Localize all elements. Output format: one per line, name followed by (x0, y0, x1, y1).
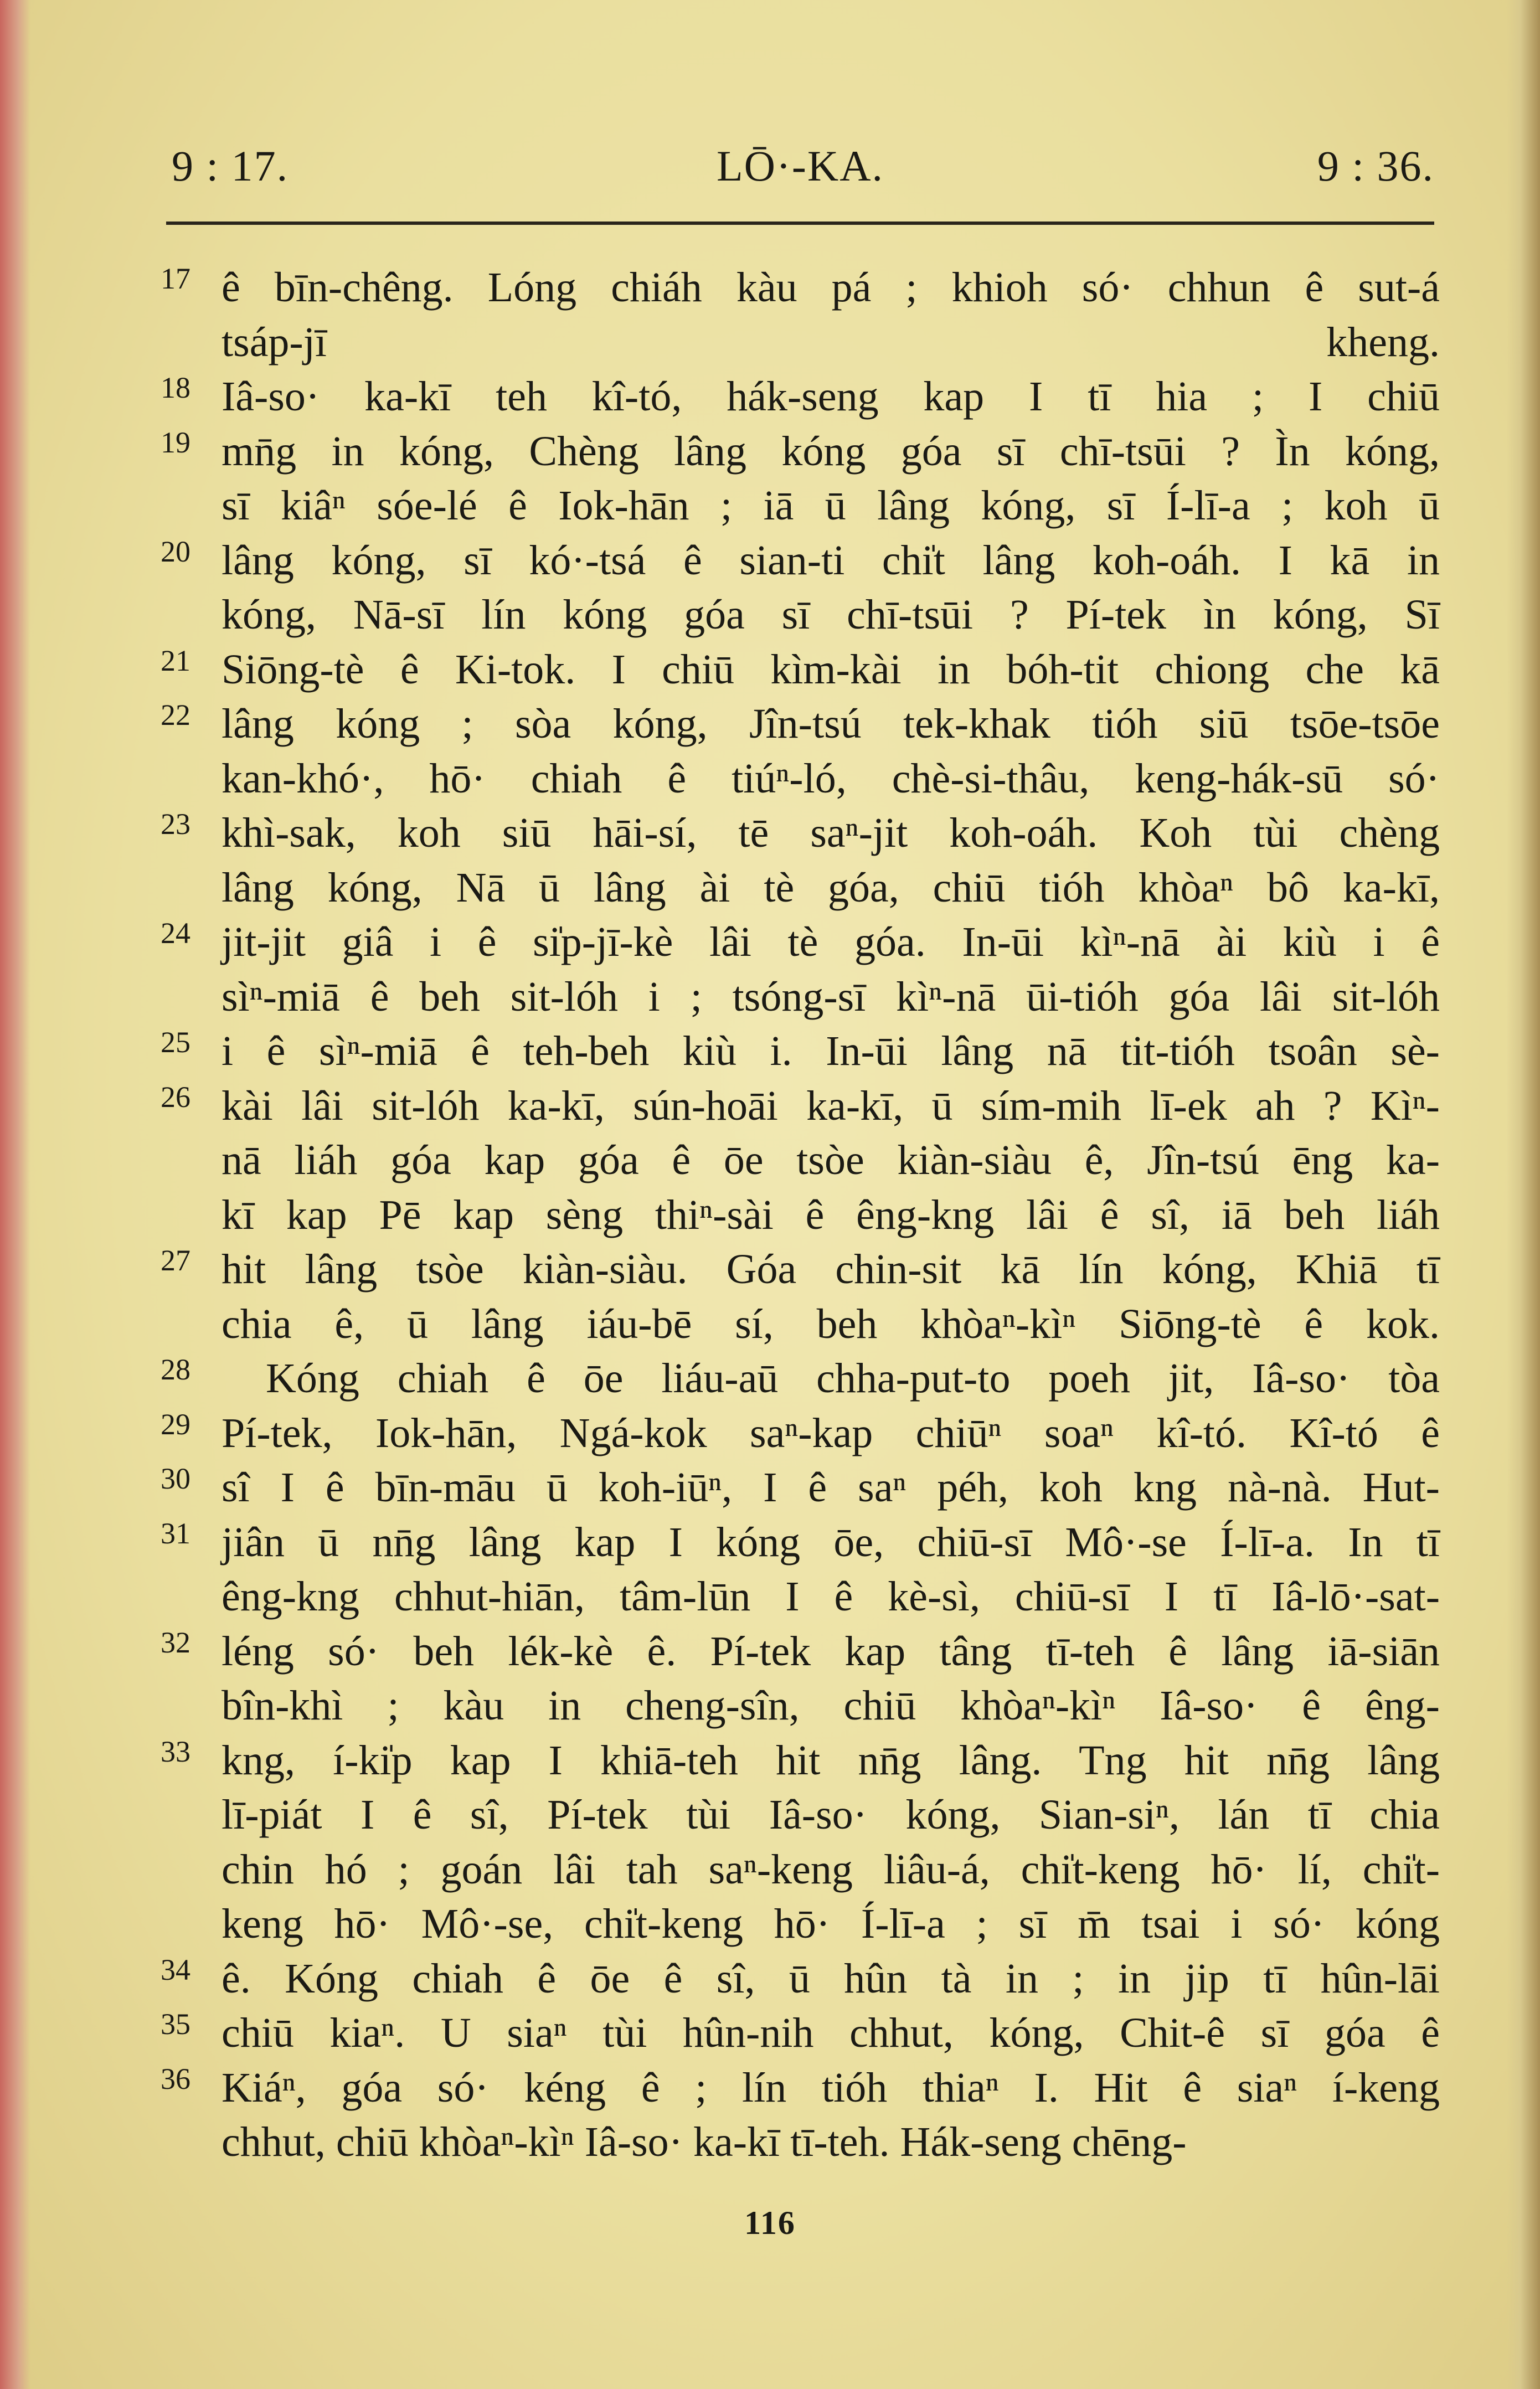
header-rule (166, 222, 1434, 225)
text-line (161, 1460, 1440, 1515)
text-line (161, 1515, 1440, 1570)
line-text: kài lâi sit-lóh ka-kī, sún-hoāi ka-kī, ū sím-mih lī-ek ah ? Kìⁿ- (222, 1082, 1440, 1129)
line-text: kng, í-ki̍p kap I khiā-teh hit nn̄g lâng. Tng hit nn̄g lâng (222, 1737, 1440, 1784)
line-text: Kiáⁿ, góa só· kéng ê ; lín tióh thiaⁿ I. Hit ê siaⁿ í-keng (222, 2064, 1440, 2111)
line-text: i ê sìⁿ-miā ê teh-beh kiù i. In-ūi lâng nā tit-tióh tsoân sè- (222, 1028, 1440, 1074)
verse-number: 26 (161, 1080, 190, 1114)
verse-number: 21 (161, 643, 190, 677)
page-number: 116 (744, 2205, 796, 2241)
page-edge-right (1507, 0, 1540, 2389)
text-line (161, 1733, 1440, 1788)
text-line (161, 2061, 1440, 2115)
verse-number: 32 (161, 1625, 190, 1659)
line-text: keng hō· Mô·-se, chi̍t-keng hō· Í-lī-a ; sī m̄ tsai i só· kóng (222, 1901, 1440, 1947)
verse-number: 20 (161, 534, 190, 568)
page-edge-left (0, 0, 30, 2389)
text-line (161, 1897, 1440, 1952)
scripture-text (161, 260, 1440, 2170)
text-line (161, 806, 1440, 861)
line-text: êng-kng chhut-hiān, tâm-lūn I ê kè-sì, chiū-sī I tī Iâ-lō·-sat- (222, 1573, 1440, 1620)
text-line (161, 1351, 1440, 1406)
line-text: lī-piát I ê sî, Pí-tek tùi Iâ-so· kóng, Sian-siⁿ, lán tī chia (222, 1791, 1440, 1838)
verse-number: 24 (161, 917, 190, 950)
line-text: ê. Kóng chiah ê ōe ê sî, ū hûn tà in ; in jip tī hûn-lāi (222, 1955, 1440, 2002)
line-text: chia ê, ū lâng iáu-bē sí, beh khòaⁿ-kìⁿ Siōng-tè ê kok. (222, 1300, 1440, 1347)
text-line (161, 478, 1440, 533)
text-line (161, 424, 1440, 479)
text-line (161, 915, 1440, 970)
verse-number: 30 (161, 1462, 190, 1495)
text-line (161, 315, 1440, 370)
text-line (161, 1842, 1440, 1897)
verse-number: 33 (161, 1734, 190, 1768)
line-text: jit-jit giâ i ê si̍p-jī-kè lâi tè góa. In-ūi kìⁿ-nā ài kiù i ê (222, 919, 1440, 965)
line-text: lâng kóng, Nā ū lâng ài tè góa, chiū tióh khòaⁿ bô ka-kī, (222, 864, 1440, 911)
line-text: mn̄g in kóng, Chèng lâng kóng góa sī chī-tsūi ? Ìn kóng, (222, 428, 1440, 475)
running-header (166, 138, 1434, 216)
verse-number: 31 (161, 1516, 190, 1550)
verse-number: 17 (161, 262, 190, 295)
line-text: chhut, chiū khòaⁿ-kìⁿ Iâ-so· ka-kī tī-teh. Hák-seng chēng- (222, 2119, 1187, 2165)
text-line (161, 1624, 1440, 1679)
line-text: kan-khó·, hō· chiah ê tiúⁿ-ló, chè-si-thâu, keng-hák-sū só· (222, 755, 1440, 802)
text-line (161, 1679, 1440, 1733)
header-verse-end: 9 : 36. (1317, 142, 1434, 190)
line-text: sî I ê bīn-māu ū koh-iūⁿ, I ê saⁿ péh, koh kng nà-nà. Hut- (222, 1464, 1440, 1511)
text-line (161, 1024, 1440, 1079)
line-text: kī kap Pē kap sèng thiⁿ-sài ê êng-kng lâi ê sî, iā beh liáh (222, 1191, 1440, 1238)
verse-number: 23 (161, 807, 190, 841)
text-line (161, 1297, 1440, 1352)
header-title: LŌ·-KA. (716, 142, 884, 190)
text-line (161, 1188, 1440, 1243)
verse-number: 35 (161, 2007, 190, 2041)
verse-number: 19 (161, 425, 190, 459)
text-line (161, 588, 1440, 642)
text-line (161, 1079, 1440, 1134)
line-text: hit lâng tsòe kiàn-siàu. Góa chin-sit kā lín kóng, Khiā tī (222, 1246, 1440, 1293)
verse-number: 18 (161, 371, 190, 404)
line-text: chin hó ; goán lâi tah saⁿ-keng liâu-á, chi̍t-keng hō· lí, chi̍t- (222, 1846, 1440, 1893)
text-line (161, 1242, 1440, 1297)
text-line (161, 1569, 1440, 1624)
line-text: kóng, Nā-sī lín kóng góa sī chī-tsūi ? Pí-tek ìn kóng, Sī (222, 591, 1440, 638)
line-text: sìⁿ-miā ê beh sit-lóh i ; tsóng-sī kìⁿ-nā ūi-tióh góa lâi sit-lóh (222, 973, 1440, 1020)
line-text: chiū kiaⁿ. U siaⁿ tùi hûn-nih chhut, kóng, Chit-ê sī góa ê (222, 2010, 1440, 2056)
header-verse-start: 9 : 17. (172, 142, 289, 190)
line-text: sī kiâⁿ sóe-lé ê Iok-hān ; iā ū lâng kóng, sī Í-lī-a ; koh ū (222, 482, 1440, 529)
verse-number: 27 (161, 1244, 190, 1277)
verse-number: 22 (161, 698, 190, 732)
text-line (161, 697, 1440, 751)
text-line (161, 2115, 1440, 2170)
text-line (161, 1788, 1440, 1842)
text-line (161, 861, 1440, 915)
line-text: khì-sak, koh siū hāi-sí, tē saⁿ-jit koh-oáh. Koh tùi chèng (222, 810, 1440, 856)
text-line (161, 1406, 1440, 1461)
text-line (161, 642, 1440, 697)
text-line (161, 1952, 1440, 2006)
line-text: ê bīn-chêng. Lóng chiáh kàu pá ; khioh só· chhun ê sut-á (222, 264, 1440, 311)
line-text: jiân ū nn̄g lâng kap I kóng ōe, chiū-sī Mô·-se Í-lī-a. In tī (222, 1518, 1440, 1566)
text-line (161, 369, 1440, 424)
line-text: léng só· beh lék-kè ê. Pí-tek kap tâng tī-teh ê lâng iā-siān (222, 1628, 1440, 1675)
line-text: tsáp-jī kheng. (222, 318, 1440, 365)
verse-number: 28 (161, 1353, 190, 1386)
line-text: Siōng-tè ê Ki-tok. I chiū kìm-kài in bóh-tit chiong che kā (222, 646, 1440, 693)
text-line (161, 1133, 1440, 1188)
line-text: bîn-khì ; kàu in cheng-sîn, chiū khòaⁿ-kìⁿ Iâ-so· ê êng- (222, 1682, 1440, 1729)
line-text: Pí-tek, Iok-hān, Ngá-kok saⁿ-kap chiūⁿ soaⁿ kî-tó. Kî-tó ê (222, 1409, 1440, 1456)
verse-number: 34 (161, 1953, 190, 1986)
text-line (161, 751, 1440, 806)
text-line (161, 970, 1440, 1024)
verse-number: 36 (161, 2062, 190, 2095)
verse-number: 25 (161, 1026, 190, 1059)
verse-number: 29 (161, 1407, 190, 1441)
text-line (161, 2006, 1440, 2061)
line-text: lâng kóng, sī kó·-tsá ê sian-ti chi̍t lâng koh-oáh. I kā in (222, 537, 1440, 584)
line-text: nā liáh góa kap góa ê ōe tsòe kiàn-siàu ê, Jîn-tsú ēng ka- (222, 1137, 1440, 1183)
line-text: Iâ-so· ka-kī teh kî-tó, hák-seng kap I tī hia ; I chiū (222, 373, 1440, 420)
line-text: Kóng chiah ê ōe liáu-aū chha-put-to poeh jit, Iâ-so· tòa (266, 1355, 1440, 1402)
text-line (161, 533, 1440, 588)
text-line (161, 260, 1440, 315)
line-text: lâng kóng ; sòa kóng, Jîn-tsú tek-khak tióh siū tsōe-tsōe (222, 701, 1440, 747)
